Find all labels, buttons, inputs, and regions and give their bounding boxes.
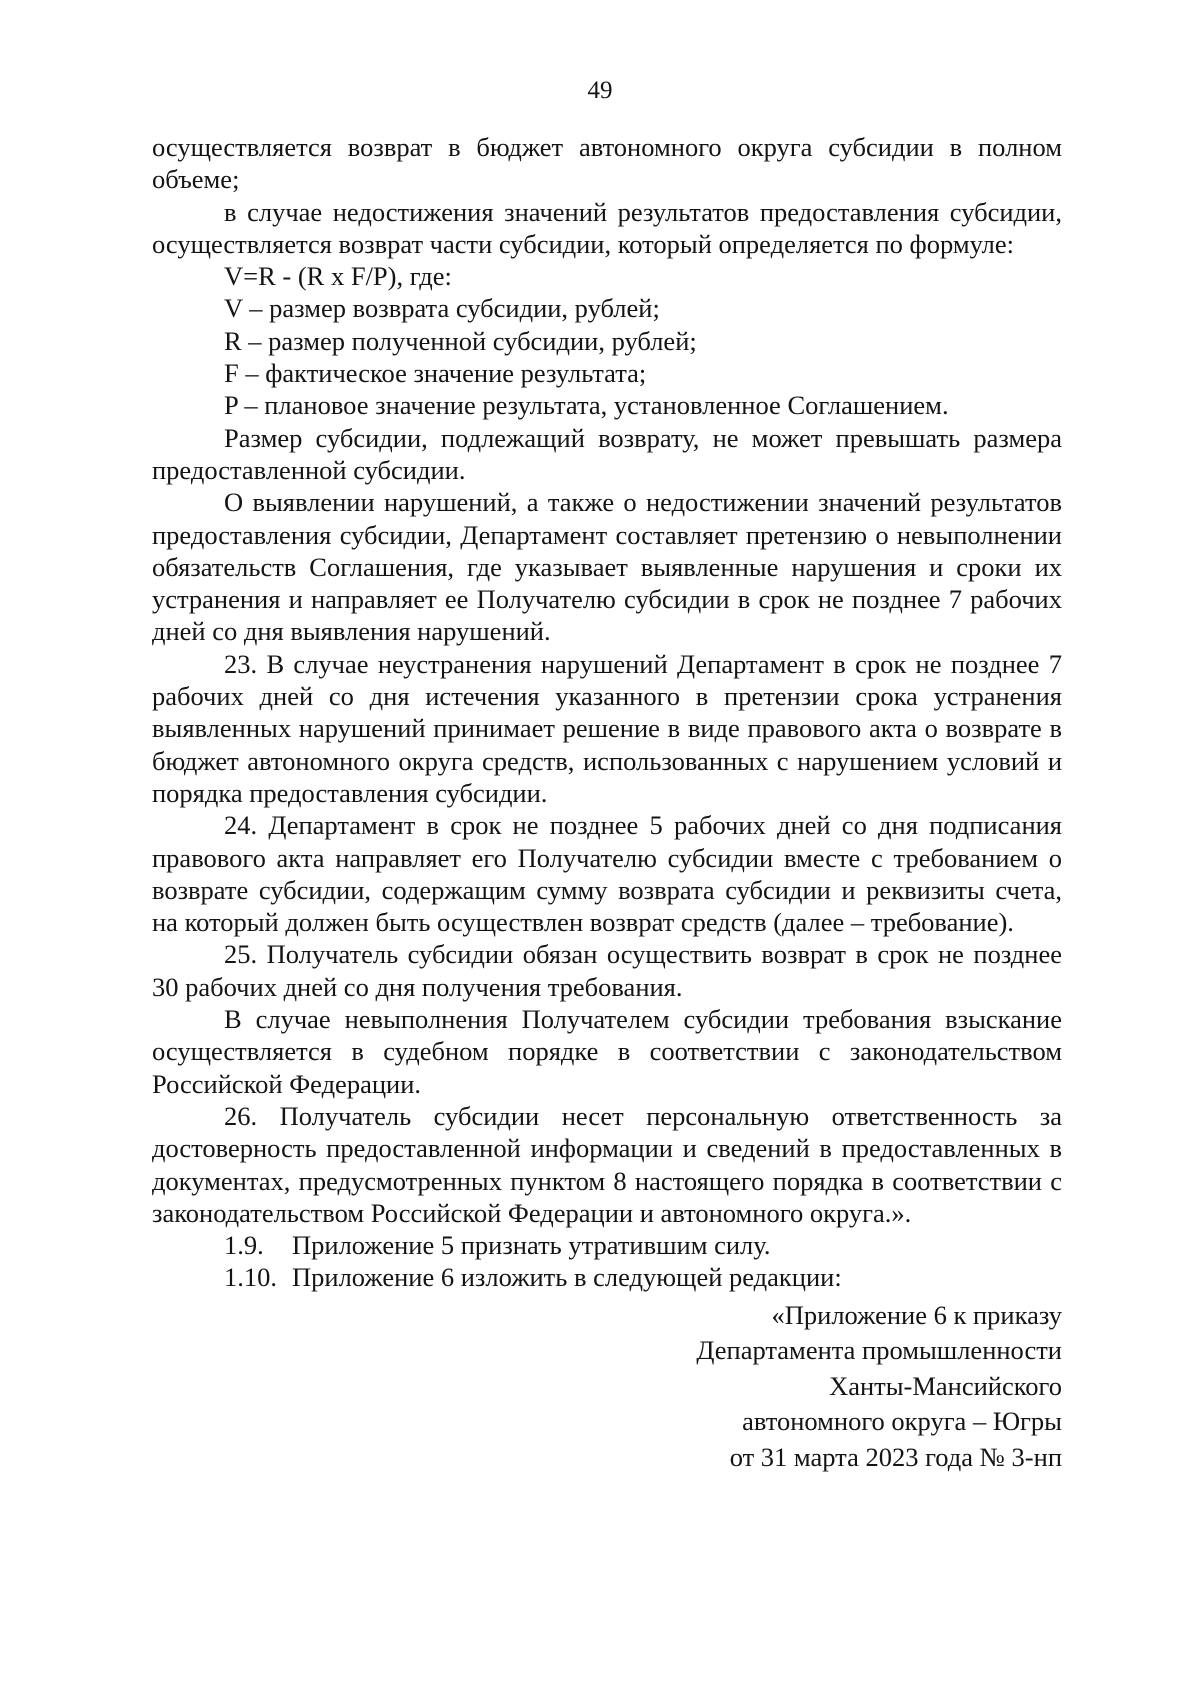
list-item-1-10: [152, 1261, 1062, 1293]
appendix-date-line: от 31 марта 2023 года № 3-нп: [729, 1441, 1062, 1472]
appendix-okrug-line: автономного округа – Югры: [742, 1406, 1062, 1437]
formula-variable-r: R – размер полученной субсидии, рублей;: [224, 325, 697, 356]
list-item-number: 1.10.: [224, 1262, 277, 1293]
list-item-1-9: [152, 1229, 1062, 1261]
appendix-region-line: Ханты-Мансийского: [829, 1370, 1062, 1401]
paragraph-partial-refund: в случае недостижения значений результатов предоставления субсидии, осуществляется возврат части субсидии, который определяется по формуле:: [152, 196, 1062, 259]
appendix-department-line: Департамента промышленности: [696, 1335, 1062, 1366]
paragraph-refund-limit: Размер субсидии, подлежащий возврату, не может превышать размера предоставленной субсидии.: [152, 422, 1062, 485]
appendix-reference-block: [152, 1298, 1062, 1476]
paragraph-item-25: 25. Получатель субсидии обязан осуществить возврат в срок не позднее 30 рабочих дней со дня получения требования.: [152, 939, 1062, 1002]
paragraph-item-24: 24. Департамент в срок не позднее 5 рабочих дней со дня подписания правового акта направляет его Получателю субсидии вместе с требованием о возврате субсидии, содержащим сумму возврата субсидии и реквизиты счета, на который должен быть осуществлен возврат средств (далее – требование).: [152, 810, 1062, 938]
page-number: 49: [587, 77, 613, 104]
refund-formula: V=R - (R x F/P), где:: [224, 261, 452, 292]
list-item-number: 1.9.: [224, 1230, 264, 1261]
paragraph-full-refund: осуществляется возврат в бюджет автономного округа субсидии в полном объеме;: [152, 132, 1062, 195]
formula-variable-f: F – фактическое значение результата;: [224, 358, 647, 389]
paragraph-violations-claim: О выявлении нарушений, а также о недостижении значений результатов предоставления субсидии, Департамент составляет претензию о невыполнении обязательств Соглашения, где указывает выявленные нарушения и сроки их устранения и направляет ее Получателю субсидии в срок не позднее 7 рабочих дней со дня выявления нарушений.: [152, 487, 1062, 647]
list-item-text: Приложение 6 изложить в следующей редакции:: [292, 1262, 842, 1293]
paragraph-court-recovery: В случае невыполнения Получателем субсидии требования взыскание осуществляется в судебном порядке в соответствии с законодательством Российской Федерации.: [152, 1004, 1062, 1099]
paragraph-item-23: 23. В случае неустранения нарушений Департамент в срок не позднее 7 рабочих дней со дня истечения указанного в претензии срока устранения выявленных нарушений принимает решение в виде правового акта о возврате в бюджет автономного округа средств, использованных с нарушением условий и порядка предоставления субсидии.: [152, 648, 1062, 808]
paragraph-item-26: 26. Получатель субсидии несет персональную ответственность за достоверность предоставленной информации и сведений в предоставленных в документах, предусмотренных пунктом 8 настоящего порядка в соответствии с законодательством Российской Федерации и автономного округа.».: [152, 1100, 1062, 1228]
formula-variable-v: V – размер возврата субсидии, рублей;: [224, 293, 660, 324]
list-item-text: Приложение 5 признать утратившим силу.: [292, 1230, 771, 1261]
appendix-title-line: «Приложение 6 к приказу: [771, 1299, 1062, 1330]
formula-variable-p: P – плановое значение результата, установленное Соглашением.: [224, 390, 949, 421]
document-body: [152, 131, 1062, 1475]
